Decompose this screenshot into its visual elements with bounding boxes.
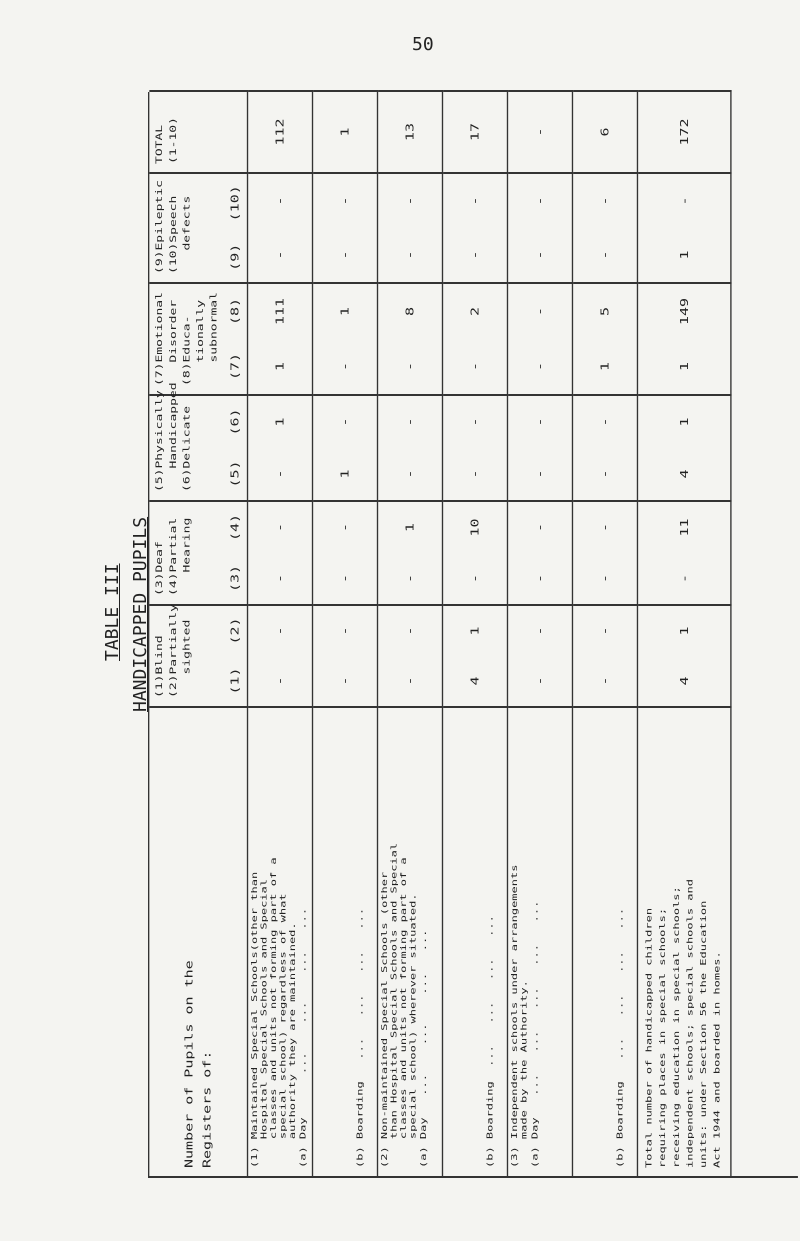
total-cell (573, 90, 638, 172)
total-cell-value: - (678, 573, 691, 584)
cell-content (443, 708, 499, 1176)
value-pair (443, 606, 484, 706)
total-value-cell (638, 604, 731, 706)
sub-column-labels (227, 284, 245, 394)
cell-value: - (338, 522, 352, 533)
label-header-cell (149, 706, 248, 1176)
grand-total-value: 172 (678, 118, 691, 146)
column-header-4 (149, 172, 248, 282)
value-pair (573, 174, 614, 282)
value-pair (443, 174, 484, 282)
value-cell (378, 282, 443, 394)
cell-value: 1 (273, 361, 287, 372)
column-header-line: (6)Delicate (181, 405, 193, 492)
column-header-line: (4)Partial (168, 517, 179, 596)
column-header-line: (10)Speech (168, 195, 179, 274)
value-cell (443, 500, 508, 604)
cell-content (508, 708, 543, 1176)
total-value-cell (638, 500, 731, 604)
column-header-line: (3)Deaf (154, 541, 165, 596)
sub-column-label: (1) (229, 667, 242, 695)
cell-content (149, 606, 198, 706)
value-cell (508, 500, 573, 604)
total-label-line: independent schools; special schools and (684, 879, 695, 1168)
value-pair (313, 284, 354, 394)
value-pair (443, 284, 484, 394)
value-cell (573, 172, 638, 282)
total-cell (248, 90, 313, 172)
cell-value: - (533, 196, 547, 206)
cell-value: 1 (338, 469, 352, 479)
cell-value: 1 (403, 522, 417, 533)
sub-column-label: (2) (229, 617, 242, 645)
cell-value: 8 (403, 306, 417, 317)
total-value-cell (638, 394, 731, 500)
total-cell-value: 4 (678, 676, 691, 686)
value-cell (378, 394, 443, 500)
sub-column-labels (227, 396, 245, 500)
value-pair (313, 396, 354, 500)
column-header-line: (1)Blind (154, 635, 165, 698)
total-pair (638, 396, 694, 500)
grand-total-cell (638, 90, 731, 172)
value-pair (378, 396, 419, 500)
sub-column-label: (5) (229, 460, 242, 488)
value-cell (248, 282, 313, 394)
cell-value: - (338, 573, 352, 584)
cell-value: - (468, 469, 482, 479)
value-pair (313, 502, 354, 604)
total-cell-value: 1 (678, 361, 691, 372)
total-label-line: receiving education in special schools; (671, 886, 681, 1168)
column-header-1 (149, 500, 248, 604)
value-pair (248, 284, 289, 394)
row-group-label-line: (2) Non-maintained Special Schools (other (379, 871, 390, 1168)
value-pair (248, 174, 289, 282)
cell-value: - (403, 573, 417, 584)
value-pair (378, 502, 419, 604)
cell-value: - (533, 573, 547, 584)
row-label-1-1 (443, 706, 508, 1176)
cell-value: - (468, 250, 482, 260)
row-group-label-line: classes and units not forming part of a (268, 857, 278, 1168)
value-cell (508, 282, 573, 394)
column-header-line: (8)Educa- (181, 315, 193, 386)
sub-column-labels (227, 502, 245, 604)
cell-content (149, 284, 225, 394)
row-group-label-line: authority they are maintained. (287, 922, 297, 1168)
column-header-5 (149, 90, 248, 172)
row-label-2-1 (573, 706, 638, 1176)
row-label-0-0 (248, 706, 313, 1176)
total-cell-value: 1 (678, 626, 691, 636)
total-row-label (638, 706, 731, 1176)
cell-value: - (533, 361, 547, 372)
cell-value: 1 (273, 417, 287, 427)
total-cell-value: 149 (678, 297, 691, 326)
value-cell (248, 394, 313, 500)
cell-value: - (468, 196, 482, 206)
column-header-line: subnormal (208, 292, 220, 386)
cell-value: - (338, 250, 352, 260)
value-pair (508, 502, 549, 604)
total-cell-value: 11 (678, 518, 691, 537)
value-cell (443, 604, 508, 706)
table-subtitle: HANDICAPPED PUPILS (130, 516, 151, 712)
column-header-line: Hearing (181, 517, 193, 596)
total-label-line: units: under Section 56 the Education (698, 900, 708, 1168)
row-group-label-line: (1) Maintained Special Schools(other than (249, 871, 260, 1168)
cell-value: - (598, 417, 612, 427)
label-header-line: Number of Pupils on the (183, 960, 196, 1168)
value-cell (248, 604, 313, 706)
total-value: 17 (468, 122, 482, 142)
value-cell (313, 394, 378, 500)
cell-value: - (533, 522, 547, 533)
value-pair (573, 502, 614, 604)
value-cell (313, 172, 378, 282)
value-pair (248, 502, 289, 604)
column-header-line: (7)Emotional (154, 292, 165, 386)
value-cell (313, 604, 378, 706)
cell-value: - (403, 196, 417, 206)
sub-column-label: (9) (229, 243, 242, 271)
row-group-label-line: special school) regardless of what (277, 893, 288, 1168)
total-label-line: requiring places in special schools; (657, 907, 668, 1168)
value-pair (508, 284, 549, 394)
cell-value: 2 (468, 306, 482, 317)
value-pair (573, 396, 614, 500)
cell-value: - (533, 626, 547, 636)
cell-value: - (338, 676, 352, 686)
row-group-label-line: special school) wherever situated. (407, 893, 418, 1168)
cell-value: - (598, 196, 612, 206)
cell-content (313, 708, 369, 1176)
cell-value: - (598, 250, 612, 260)
value-cell (248, 172, 313, 282)
value-cell (378, 604, 443, 706)
column-header-line: (9)Epileptic (154, 180, 165, 274)
sub-column-labels (227, 606, 245, 706)
sub-column-label: (6) (229, 408, 242, 436)
page-number: 50 (412, 34, 434, 55)
cell-value: - (598, 522, 612, 533)
value-pair (443, 502, 484, 604)
sub-row-label: (a) Day ... ... ... ... (418, 929, 429, 1168)
cell-value: - (533, 676, 547, 686)
total-cell-value: 4 (678, 469, 691, 479)
cell-value: - (273, 469, 287, 479)
column-header-line: tionally (195, 299, 206, 386)
value-cell (573, 282, 638, 394)
column-header-line: sighted (181, 619, 193, 698)
total-pair (638, 174, 694, 282)
value-pair (508, 606, 549, 706)
column-header-line: TOTAL (154, 124, 165, 164)
cell-content (149, 174, 198, 282)
cell-value: - (273, 250, 287, 260)
cell-value: 1 (468, 626, 482, 636)
value-pair (313, 606, 354, 706)
total-cell-value: 1 (678, 417, 691, 427)
cell-value: - (273, 573, 287, 584)
value-cell (378, 172, 443, 282)
cell-content (638, 708, 727, 1176)
cell-value: 10 (468, 518, 482, 537)
total-cell (378, 90, 443, 172)
value-cell (508, 172, 573, 282)
cell-content (573, 708, 629, 1176)
value-pair (313, 174, 354, 282)
total-cell-value: - (678, 196, 691, 206)
total-label-line: Act 1944 and boarded in homes. (711, 951, 722, 1168)
value-cell (573, 604, 638, 706)
cell-value: - (533, 306, 547, 317)
value-pair (508, 396, 549, 500)
sub-column-label: (3) (229, 564, 242, 593)
value-cell (508, 604, 573, 706)
cell-content (149, 382, 198, 500)
cell-value: - (338, 626, 352, 636)
sub-column-label: (4) (229, 513, 242, 542)
cell-value: 111 (273, 297, 287, 326)
cell-value: - (338, 196, 352, 206)
row-group-label-line: made by the Authority. (518, 980, 529, 1168)
cell-value: - (273, 626, 287, 636)
cell-value: - (533, 469, 547, 479)
value-cell (443, 394, 508, 500)
cell-content (149, 708, 219, 1176)
cell-value: - (533, 417, 547, 427)
sub-row-label: (b) Boarding ... ... ... ... (615, 907, 625, 1168)
column-header-line: (1-10) (168, 117, 179, 164)
column-header-0 (149, 604, 248, 706)
total-pair (638, 606, 694, 706)
total-cell (508, 90, 573, 172)
cell-value: - (598, 676, 612, 686)
sub-row-label: (b) Boarding ... ... ... ... (485, 915, 495, 1168)
value-cell (573, 394, 638, 500)
total-pair (638, 284, 694, 394)
sub-row-label: (a) Day ... ... ... ... (298, 907, 308, 1168)
cell-value: - (273, 196, 287, 206)
cell-value: - (598, 469, 612, 479)
cell-value: - (273, 522, 287, 533)
value-cell (443, 172, 508, 282)
cell-content (248, 708, 312, 1176)
cell-value: - (403, 676, 417, 686)
value-pair (573, 284, 614, 394)
total-value: 1 (338, 127, 352, 137)
total-value-cell (638, 172, 731, 282)
cell-value: - (403, 417, 417, 427)
value-cell (573, 500, 638, 604)
cell-value: 1 (598, 361, 612, 372)
total-value: 112 (273, 118, 287, 146)
value-pair (573, 606, 614, 706)
column-header-line: (5)Physically (154, 390, 165, 492)
value-pair (443, 396, 484, 500)
cell-value: - (533, 250, 547, 260)
value-cell (378, 500, 443, 604)
total-cell (313, 90, 378, 172)
sub-column-labels (227, 174, 245, 282)
sub-row-label: (b) Boarding ... ... ... ... (355, 907, 365, 1168)
value-cell (313, 282, 378, 394)
row-group-label-line: Hospital Special Schools and Special (259, 879, 269, 1168)
cell-value: 5 (598, 306, 612, 317)
label-header-line: Registers of: (200, 1050, 213, 1168)
cell-value: - (403, 250, 417, 260)
cell-value: - (468, 361, 482, 372)
cell-value: - (598, 626, 612, 636)
total-label-line: Total number of handicapped children (644, 907, 654, 1168)
sub-column-label: (8) (229, 297, 242, 326)
cell-value: - (403, 626, 417, 636)
row-label-1-0 (378, 706, 443, 1176)
cell-value: - (338, 361, 352, 372)
value-pair (378, 284, 419, 394)
value-cell (248, 500, 313, 604)
value-pair (248, 396, 289, 500)
total-value-cell (638, 282, 731, 394)
cell-value: - (403, 361, 417, 372)
cell-value: 4 (468, 676, 482, 686)
cell-value: - (598, 573, 612, 584)
row-group-label-line: (3) Independent schools under arrangements (509, 864, 519, 1168)
cell-value: - (468, 573, 482, 584)
cell-value: - (468, 417, 482, 427)
total-cell-value: 1 (678, 250, 691, 260)
sub-row-label: (a) Day ... ... ... ... ... (529, 900, 540, 1168)
total-value: 6 (598, 127, 612, 137)
column-header-line: Handicapped (168, 382, 179, 492)
column-header-2 (149, 382, 248, 500)
cell-content (378, 708, 432, 1176)
cell-value: 1 (338, 306, 352, 317)
value-cell (313, 500, 378, 604)
total-cell (443, 90, 508, 172)
value-pair (378, 606, 419, 706)
total-value: 13 (403, 122, 417, 142)
sub-column-label: (10) (229, 185, 242, 222)
row-group-label-line: classes and units not forming part of a (398, 857, 408, 1168)
column-header-3 (149, 282, 248, 394)
handicapped-pupils-table (148, 92, 798, 1178)
cell-value: - (273, 676, 287, 686)
cell-value: - (403, 469, 417, 479)
row-label-0-1 (313, 706, 378, 1176)
total-pair (638, 502, 694, 604)
column-header-line: Disorder (168, 299, 179, 386)
row-group-label-line: than Hospital Special Schools and Special (389, 842, 399, 1168)
row-label-2-0 (508, 706, 573, 1176)
table-title: TABLE III (102, 563, 123, 661)
cell-value: - (338, 417, 352, 427)
value-pair (508, 174, 549, 282)
sub-column-label: (7) (229, 352, 242, 381)
column-header-line: defects (181, 195, 193, 274)
value-cell (443, 282, 508, 394)
cell-content (149, 502, 198, 604)
total-value: - (533, 127, 547, 137)
value-pair (378, 174, 419, 282)
value-pair (248, 606, 289, 706)
column-header-line: (2)Partially (168, 604, 179, 698)
value-cell (508, 394, 573, 500)
cell-content (149, 92, 184, 172)
